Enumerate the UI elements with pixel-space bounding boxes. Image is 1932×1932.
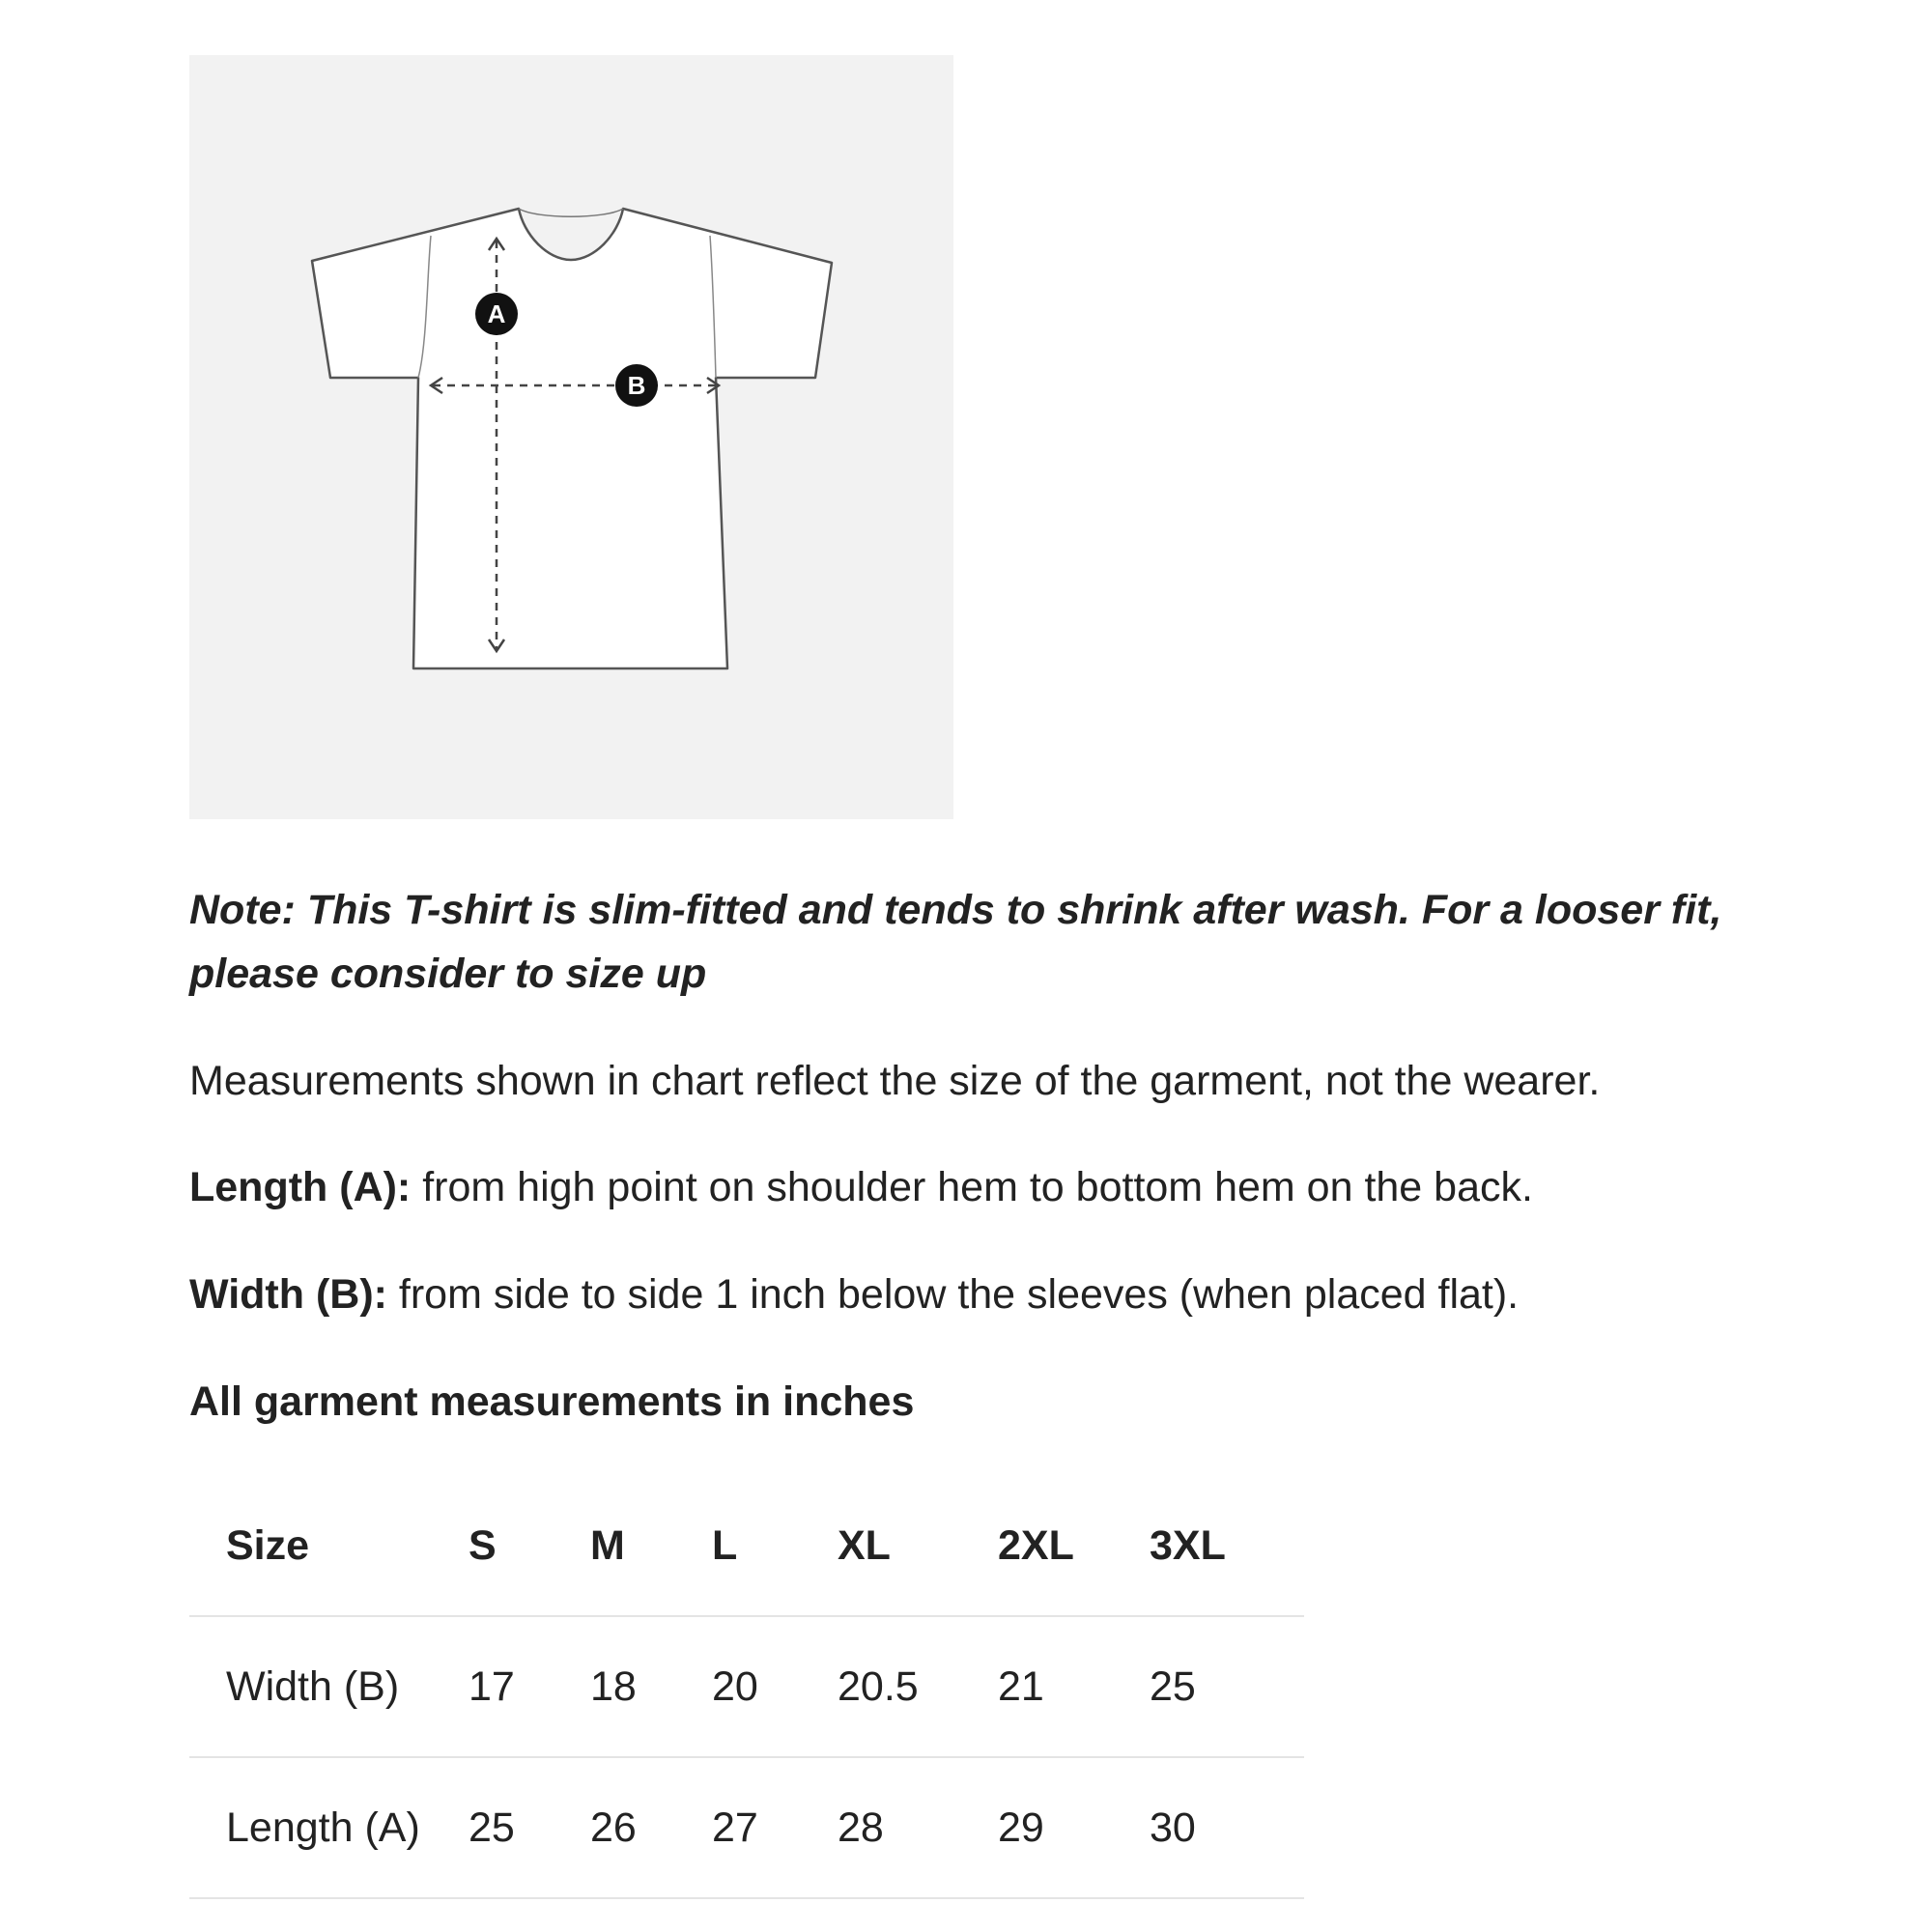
length-definition-label: Length (A): [189, 1164, 412, 1210]
marker-a-label: A [487, 299, 506, 328]
table-cell: 30 [1150, 1757, 1304, 1898]
header-s: S [469, 1476, 590, 1616]
header-m: M [590, 1476, 712, 1616]
row-label: Length (A) [189, 1757, 469, 1898]
marker-b-icon [615, 364, 658, 407]
fit-note: Note: This T-shirt is slim-fitted and tends to shrink after wash. For a looser fit, please consider to size up [189, 887, 1722, 997]
tshirt-outline-diagram [189, 55, 953, 819]
table-row-length [189, 1757, 1304, 1898]
width-definition [189, 1263, 1783, 1326]
size-chart-table [189, 1476, 1304, 1899]
table-cell: 20 [712, 1616, 838, 1757]
table-cell: 21 [998, 1616, 1150, 1757]
table-row-width [189, 1616, 1304, 1757]
table-header-row [189, 1476, 1304, 1616]
header-size: Size [189, 1476, 469, 1616]
table-cell: 17 [469, 1616, 590, 1757]
table-cell: 29 [998, 1757, 1150, 1898]
table-cell: 18 [590, 1616, 712, 1757]
table-cell: 20.5 [838, 1616, 998, 1757]
table-cell: 28 [838, 1757, 998, 1898]
length-definition-text: from high point on shoulder hem to bottom hem on the back. [411, 1164, 1533, 1210]
measurement-disclaimer: Measurements shown in chart reflect the size of the garment, not the wearer. [189, 1058, 1601, 1104]
header-3xl: 3XL [1150, 1476, 1304, 1616]
width-definition-label: Width (B): [189, 1271, 387, 1318]
marker-b-label: B [627, 371, 646, 400]
header-xl: XL [838, 1476, 998, 1616]
width-definition-text: from side to side 1 inch below the sleeves (when placed flat). [386, 1271, 1520, 1318]
units-heading: All garment measurements in inches [189, 1378, 915, 1425]
header-l: L [712, 1476, 838, 1616]
table-cell: 25 [469, 1757, 590, 1898]
table-cell: 25 [1150, 1616, 1304, 1757]
size-diagram [189, 55, 953, 819]
length-definition [189, 1155, 1783, 1219]
tshirt-icon [312, 209, 832, 668]
row-label: Width (B) [189, 1616, 469, 1757]
header-2xl: 2XL [998, 1476, 1150, 1616]
table-cell: 26 [590, 1757, 712, 1898]
table-cell: 27 [712, 1757, 838, 1898]
marker-a-icon [475, 293, 518, 335]
